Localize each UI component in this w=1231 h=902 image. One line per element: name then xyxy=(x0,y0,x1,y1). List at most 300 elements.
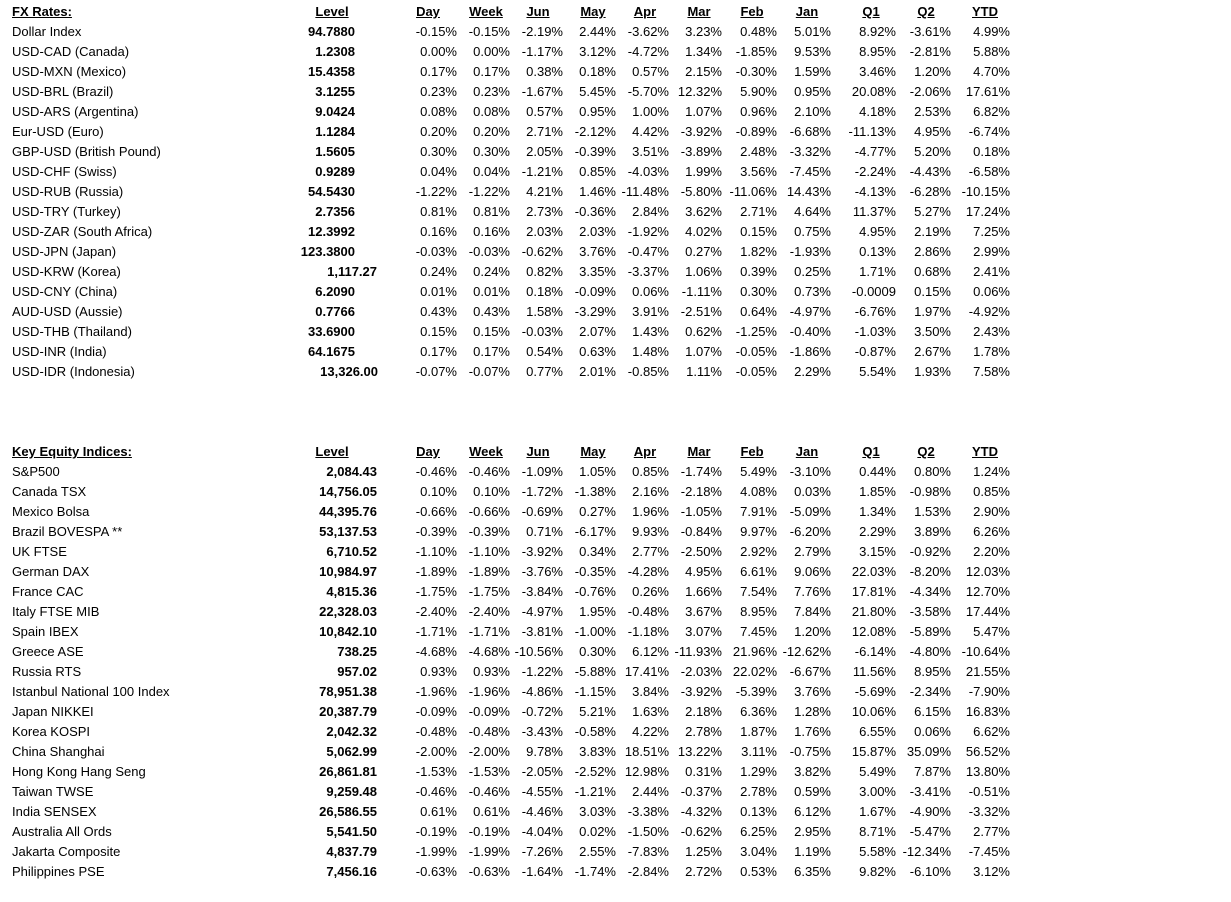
feb-cell: 0.30% xyxy=(740,284,777,299)
day-cell: -0.15% xyxy=(415,24,457,39)
level-cell: 2,042.32 xyxy=(326,724,377,739)
ytd-cell: 7.25% xyxy=(973,224,1010,239)
feb-cell: 7.91% xyxy=(740,504,777,519)
q1-cell: 1.71% xyxy=(859,264,896,279)
feb-cell: 0.53% xyxy=(740,864,777,879)
jun-cell: -4.55% xyxy=(521,784,563,799)
week-cell: -1.75% xyxy=(468,584,510,599)
mar-cell: 2.72% xyxy=(685,864,722,879)
jun-cell: -3.43% xyxy=(521,724,563,739)
q1-cell: 6.55% xyxy=(859,724,896,739)
week-cell: 0.17% xyxy=(473,344,510,359)
apr-cell: 0.85% xyxy=(632,464,669,479)
jun-cell: -4.04% xyxy=(521,824,563,839)
mar-cell: 2.78% xyxy=(685,724,722,739)
apr-cell: -0.85% xyxy=(627,364,669,379)
row-name: Dollar Index xyxy=(12,24,82,39)
q2-cell: -4.80% xyxy=(909,644,951,659)
jun-cell: -1.72% xyxy=(521,484,563,499)
ytd-cell: 17.44% xyxy=(965,604,1010,619)
jan-cell: 5.01% xyxy=(794,24,831,39)
ytd-cell: 6.62% xyxy=(973,724,1010,739)
level-cell: 53,137.53 xyxy=(319,524,377,539)
level-cell: 26,861.81 xyxy=(319,764,377,779)
table-row xyxy=(0,582,1231,602)
q2-cell: 1.20% xyxy=(914,64,951,79)
ytd-cell: 17.24% xyxy=(965,204,1010,219)
jan-cell: 14.43% xyxy=(786,184,831,199)
column-header-jan: Jan xyxy=(795,4,819,19)
mar-cell: -0.37% xyxy=(680,784,722,799)
q2-cell: -2.81% xyxy=(909,44,951,59)
jan-cell: 0.95% xyxy=(794,84,831,99)
ytd-cell: 2.77% xyxy=(973,824,1010,839)
row-name: USD-CHF (Swiss) xyxy=(12,164,117,179)
may-cell: 1.46% xyxy=(579,184,616,199)
feb-cell: 2.92% xyxy=(740,544,777,559)
column-header-apr: Apr xyxy=(633,444,657,459)
column-header-level: Level xyxy=(315,444,349,459)
level-cell: 33.6900 xyxy=(308,324,355,339)
row-name: USD-ARS (Argentina) xyxy=(12,104,139,119)
table-row xyxy=(0,702,1231,722)
q1-cell: 0.44% xyxy=(859,464,896,479)
feb-cell: -1.25% xyxy=(735,324,777,339)
level-cell: 6.2090 xyxy=(315,284,355,299)
week-cell: -1.53% xyxy=(468,764,510,779)
jan-cell: 6.12% xyxy=(794,804,831,819)
table-row xyxy=(0,742,1231,762)
q1-cell: 1.34% xyxy=(859,504,896,519)
column-header-ytd: YTD xyxy=(972,444,998,459)
apr-cell: -1.92% xyxy=(627,224,669,239)
ytd-cell: 1.78% xyxy=(973,344,1010,359)
level-cell: 123.3800 xyxy=(300,244,355,259)
level-cell: 1.2308 xyxy=(315,44,355,59)
q1-cell: -4.77% xyxy=(854,144,896,159)
week-cell: -2.40% xyxy=(468,604,510,619)
level-cell: 15.4358 xyxy=(308,64,355,79)
level-cell: 13,326.00 xyxy=(320,364,378,379)
ytd-cell: 0.85% xyxy=(973,484,1010,499)
q2-cell: -3.58% xyxy=(909,604,951,619)
q1-cell: 22.03% xyxy=(851,564,896,579)
may-cell: 2.55% xyxy=(579,844,616,859)
may-cell: 3.03% xyxy=(579,804,616,819)
day-cell: 0.23% xyxy=(420,84,457,99)
week-cell: -0.48% xyxy=(468,724,510,739)
ytd-cell: 2.99% xyxy=(973,244,1010,259)
row-name: Hong Kong Hang Seng xyxy=(12,764,146,779)
apr-cell: -11.48% xyxy=(621,184,669,199)
day-cell: -0.66% xyxy=(415,504,457,519)
ytd-cell: 12.70% xyxy=(965,584,1010,599)
mar-cell: 12.32% xyxy=(677,84,722,99)
level-cell: 6,710.52 xyxy=(326,544,377,559)
may-cell: -0.36% xyxy=(574,204,616,219)
jan-cell: -4.97% xyxy=(789,304,831,319)
apr-cell: -3.37% xyxy=(627,264,669,279)
table-row xyxy=(0,662,1231,682)
table-row xyxy=(0,862,1231,882)
row-name: USD-CNY (China) xyxy=(12,284,118,299)
q2-cell: -4.90% xyxy=(909,804,951,819)
level-cell: 14,756.05 xyxy=(319,484,377,499)
may-cell: -2.52% xyxy=(574,764,616,779)
row-name: AUD-USD (Aussie) xyxy=(12,304,123,319)
q2-cell: -4.43% xyxy=(909,164,951,179)
day-cell: 0.04% xyxy=(420,164,457,179)
q1-cell: 2.29% xyxy=(859,524,896,539)
ytd-cell: -7.90% xyxy=(968,684,1010,699)
table-row xyxy=(0,722,1231,742)
mar-cell: -1.05% xyxy=(680,504,722,519)
feb-cell: 22.02% xyxy=(732,664,777,679)
week-cell: -0.66% xyxy=(468,504,510,519)
row-name: India SENSEX xyxy=(12,804,97,819)
week-cell: 0.00% xyxy=(473,44,510,59)
q2-cell: -0.92% xyxy=(909,544,951,559)
week-cell: 0.04% xyxy=(473,164,510,179)
jun-cell: -10.56% xyxy=(514,644,563,659)
week-cell: 0.24% xyxy=(473,264,510,279)
q2-cell: -3.61% xyxy=(909,24,951,39)
week-cell: -1.99% xyxy=(468,844,510,859)
ytd-cell: 0.06% xyxy=(973,284,1010,299)
q1-cell: 11.37% xyxy=(852,204,896,219)
row-name: Eur-USD (Euro) xyxy=(12,124,104,139)
mar-cell: 3.67% xyxy=(685,604,722,619)
row-name: Russia RTS xyxy=(12,664,82,679)
feb-cell: 3.56% xyxy=(740,164,777,179)
row-name: Greece ASE xyxy=(12,644,84,659)
apr-cell: 1.00% xyxy=(632,104,669,119)
feb-cell: 6.36% xyxy=(740,704,777,719)
jun-cell: 0.38% xyxy=(526,64,563,79)
apr-cell: 4.22% xyxy=(632,724,669,739)
may-cell: 1.95% xyxy=(579,604,616,619)
may-cell: -0.58% xyxy=(574,724,616,739)
ytd-cell: 2.90% xyxy=(973,504,1010,519)
table-row xyxy=(0,142,1231,162)
week-cell: -1.96% xyxy=(468,684,510,699)
table-row xyxy=(0,82,1231,102)
level-cell: 0.9289 xyxy=(315,164,355,179)
header-row xyxy=(0,2,1231,22)
apr-cell: 17.41% xyxy=(624,664,669,679)
jan-cell: 1.76% xyxy=(794,724,831,739)
q1-cell: -4.13% xyxy=(854,184,896,199)
apr-cell: 0.57% xyxy=(632,64,669,79)
jan-cell: -0.40% xyxy=(789,324,831,339)
q1-cell: 5.49% xyxy=(859,764,896,779)
feb-cell: -11.06% xyxy=(729,184,777,199)
table-row xyxy=(0,822,1231,842)
day-cell: -2.40% xyxy=(415,604,457,619)
mar-cell: 3.62% xyxy=(685,204,722,219)
level-cell: 5,541.50 xyxy=(326,824,377,839)
jan-cell: 6.35% xyxy=(794,864,831,879)
level-cell: 20,387.79 xyxy=(319,704,377,719)
column-header-week: Week xyxy=(469,444,503,459)
q1-cell: 20.08% xyxy=(851,84,896,99)
jun-cell: 2.73% xyxy=(526,204,563,219)
jun-cell: -2.19% xyxy=(521,24,563,39)
may-cell: 1.05% xyxy=(579,464,616,479)
q2-cell: -2.06% xyxy=(909,84,951,99)
q2-cell: 3.50% xyxy=(914,324,951,339)
q1-cell: 3.00% xyxy=(859,784,896,799)
jan-cell: 2.95% xyxy=(794,824,831,839)
week-cell: 0.20% xyxy=(473,124,510,139)
q2-cell: 1.97% xyxy=(914,304,951,319)
feb-cell: 0.15% xyxy=(740,224,777,239)
ytd-cell: 2.43% xyxy=(973,324,1010,339)
header-row xyxy=(0,442,1231,462)
may-cell: 0.34% xyxy=(579,544,616,559)
feb-cell: 0.39% xyxy=(740,264,777,279)
level-cell: 54.5430 xyxy=(308,184,355,199)
feb-cell: 9.97% xyxy=(740,524,777,539)
table-row xyxy=(0,462,1231,482)
day-cell: 0.15% xyxy=(420,324,457,339)
q2-cell: 0.15% xyxy=(914,284,951,299)
row-name: UK FTSE xyxy=(12,544,67,559)
mar-cell: 0.62% xyxy=(685,324,722,339)
table-row xyxy=(0,362,1231,382)
jun-cell: -4.97% xyxy=(521,604,563,619)
q1-cell: 15.87% xyxy=(851,744,896,759)
row-name: Canada TSX xyxy=(12,484,87,499)
q2-cell: 0.80% xyxy=(914,464,951,479)
row-name: USD-KRW (Korea) xyxy=(12,264,121,279)
may-cell: -0.39% xyxy=(574,144,616,159)
mar-cell: 0.31% xyxy=(685,764,722,779)
may-cell: 0.27% xyxy=(579,504,616,519)
jan-cell: -0.75% xyxy=(789,744,831,759)
day-cell: 0.08% xyxy=(420,104,457,119)
jan-cell: 9.53% xyxy=(794,44,831,59)
week-cell: -1.10% xyxy=(468,544,510,559)
q2-cell: 2.53% xyxy=(914,104,951,119)
mar-cell: 2.18% xyxy=(685,704,722,719)
row-name: Spain IBEX xyxy=(12,624,79,639)
apr-cell: 2.77% xyxy=(632,544,669,559)
column-header-ytd: YTD xyxy=(972,4,998,19)
q2-cell: 6.15% xyxy=(914,704,951,719)
jun-cell: -1.22% xyxy=(521,664,563,679)
column-header-level: Level xyxy=(315,4,349,19)
may-cell: 2.03% xyxy=(579,224,616,239)
column-header-feb: Feb xyxy=(740,4,764,19)
jan-cell: 2.10% xyxy=(794,104,831,119)
q1-cell: 10.06% xyxy=(851,704,896,719)
week-cell: 0.81% xyxy=(473,204,510,219)
ytd-cell: 0.18% xyxy=(973,144,1010,159)
column-header-q1: Q1 xyxy=(862,444,880,459)
may-cell: 0.63% xyxy=(579,344,616,359)
day-cell: -1.71% xyxy=(415,624,457,639)
level-cell: 26,586.55 xyxy=(319,804,377,819)
feb-cell: 3.04% xyxy=(740,844,777,859)
feb-cell: 2.48% xyxy=(740,144,777,159)
q1-cell: 3.46% xyxy=(859,64,896,79)
day-cell: -0.48% xyxy=(415,724,457,739)
jun-cell: 0.54% xyxy=(526,344,563,359)
jan-cell: -1.93% xyxy=(789,244,831,259)
ytd-cell: 2.41% xyxy=(973,264,1010,279)
jan-cell: 2.29% xyxy=(794,364,831,379)
row-name: Istanbul National 100 Index xyxy=(12,684,170,699)
mar-cell: -3.92% xyxy=(680,684,722,699)
q1-cell: 11.56% xyxy=(852,664,896,679)
table-row xyxy=(0,802,1231,822)
row-name: USD-RUB (Russia) xyxy=(12,184,124,199)
q1-cell: -6.14% xyxy=(854,644,896,659)
table-row xyxy=(0,322,1231,342)
column-header-mar: Mar xyxy=(687,4,711,19)
may-cell: -0.09% xyxy=(574,284,616,299)
may-cell: -1.21% xyxy=(574,784,616,799)
apr-cell: -3.62% xyxy=(627,24,669,39)
level-cell: 10,984.97 xyxy=(319,564,377,579)
feb-cell: 0.64% xyxy=(740,304,777,319)
mar-cell: -2.50% xyxy=(680,544,722,559)
ytd-cell: 3.12% xyxy=(973,864,1010,879)
apr-cell: -5.70% xyxy=(627,84,669,99)
week-cell: -0.46% xyxy=(468,464,510,479)
jun-cell: -0.69% xyxy=(521,504,563,519)
jun-cell: 0.18% xyxy=(526,284,563,299)
row-name: Mexico Bolsa xyxy=(12,504,90,519)
may-cell: 2.01% xyxy=(579,364,616,379)
table-row xyxy=(0,562,1231,582)
week-cell: -1.71% xyxy=(468,624,510,639)
day-cell: -0.07% xyxy=(415,364,457,379)
table-row xyxy=(0,22,1231,42)
may-cell: -0.35% xyxy=(574,564,616,579)
jan-cell: 4.64% xyxy=(794,204,831,219)
ytd-cell: 21.55% xyxy=(965,664,1010,679)
row-name: China Shanghai xyxy=(12,744,105,759)
q1-cell: 5.58% xyxy=(859,844,896,859)
table-row xyxy=(0,842,1231,862)
row-name: Japan NIKKEI xyxy=(12,704,94,719)
mar-cell: 2.15% xyxy=(685,64,722,79)
jan-cell: 7.84% xyxy=(794,604,831,619)
week-cell: -0.46% xyxy=(468,784,510,799)
row-name: Australia All Ords xyxy=(12,824,112,839)
q2-cell: 5.27% xyxy=(914,204,951,219)
q2-cell: 3.89% xyxy=(914,524,951,539)
jan-cell: 1.20% xyxy=(794,624,831,639)
column-header-jun: Jun xyxy=(526,4,550,19)
section-title: FX Rates: xyxy=(12,4,72,19)
row-name: Philippines PSE xyxy=(12,864,105,879)
table-row xyxy=(0,162,1231,182)
ytd-cell: 56.52% xyxy=(965,744,1010,759)
q2-cell: 0.68% xyxy=(914,264,951,279)
day-cell: 0.24% xyxy=(420,264,457,279)
row-name: Jakarta Composite xyxy=(12,844,121,859)
feb-cell: 1.82% xyxy=(740,244,777,259)
mar-cell: 1.66% xyxy=(685,584,722,599)
level-cell: 4,837.79 xyxy=(326,844,377,859)
jun-cell: -0.72% xyxy=(521,704,563,719)
day-cell: 0.01% xyxy=(420,284,457,299)
q1-cell: 8.92% xyxy=(859,24,896,39)
feb-cell: 4.08% xyxy=(740,484,777,499)
jun-cell: -3.81% xyxy=(521,624,563,639)
table-row xyxy=(0,42,1231,62)
mar-cell: 1.34% xyxy=(685,44,722,59)
day-cell: -1.53% xyxy=(415,764,457,779)
ytd-cell: -10.15% xyxy=(961,184,1010,199)
q1-cell: 12.08% xyxy=(851,624,896,639)
level-cell: 22,328.03 xyxy=(319,604,377,619)
day-cell: 0.16% xyxy=(420,224,457,239)
week-cell: -0.15% xyxy=(468,24,510,39)
jun-cell: 9.78% xyxy=(526,744,563,759)
row-name: USD-BRL (Brazil) xyxy=(12,84,114,99)
week-cell: 0.43% xyxy=(473,304,510,319)
q2-cell: -12.34% xyxy=(902,844,951,859)
day-cell: -0.03% xyxy=(415,244,457,259)
column-header-week: Week xyxy=(469,4,503,19)
level-cell: 0.7766 xyxy=(315,304,355,319)
ytd-cell: 4.70% xyxy=(973,64,1010,79)
jan-cell: 0.25% xyxy=(794,264,831,279)
row-name: S&P500 xyxy=(12,464,60,479)
mar-cell: 4.95% xyxy=(685,564,722,579)
ytd-cell: -10.64% xyxy=(961,644,1010,659)
row-name: USD-INR (India) xyxy=(12,344,107,359)
q1-cell: 9.82% xyxy=(859,864,896,879)
mar-cell: -3.92% xyxy=(680,124,722,139)
q2-cell: 8.95% xyxy=(914,664,951,679)
mar-cell: -0.62% xyxy=(680,824,722,839)
day-cell: -0.09% xyxy=(415,704,457,719)
day-cell: 0.43% xyxy=(420,304,457,319)
day-cell: 0.20% xyxy=(420,124,457,139)
may-cell: 0.30% xyxy=(579,644,616,659)
feb-cell: 0.48% xyxy=(740,24,777,39)
jan-cell: 3.82% xyxy=(794,764,831,779)
jan-cell: -3.32% xyxy=(789,144,831,159)
column-header-may: May xyxy=(580,4,606,19)
table-row xyxy=(0,482,1231,502)
jun-cell: -4.46% xyxy=(521,804,563,819)
table-row xyxy=(0,182,1231,202)
jun-cell: -1.64% xyxy=(521,864,563,879)
row-name: France CAC xyxy=(12,584,84,599)
day-cell: -0.39% xyxy=(415,524,457,539)
week-cell: -0.09% xyxy=(468,704,510,719)
ytd-cell: 4.99% xyxy=(973,24,1010,39)
jun-cell: -7.26% xyxy=(521,844,563,859)
feb-cell: -1.85% xyxy=(735,44,777,59)
jan-cell: 9.06% xyxy=(794,564,831,579)
table-row xyxy=(0,642,1231,662)
jan-cell: -6.20% xyxy=(789,524,831,539)
q1-cell: -6.76% xyxy=(854,304,896,319)
jun-cell: 0.82% xyxy=(526,264,563,279)
q1-cell: 3.15% xyxy=(859,544,896,559)
apr-cell: -3.38% xyxy=(627,804,669,819)
q1-cell: 21.80% xyxy=(851,604,896,619)
day-cell: -1.96% xyxy=(415,684,457,699)
apr-cell: 9.93% xyxy=(632,524,669,539)
